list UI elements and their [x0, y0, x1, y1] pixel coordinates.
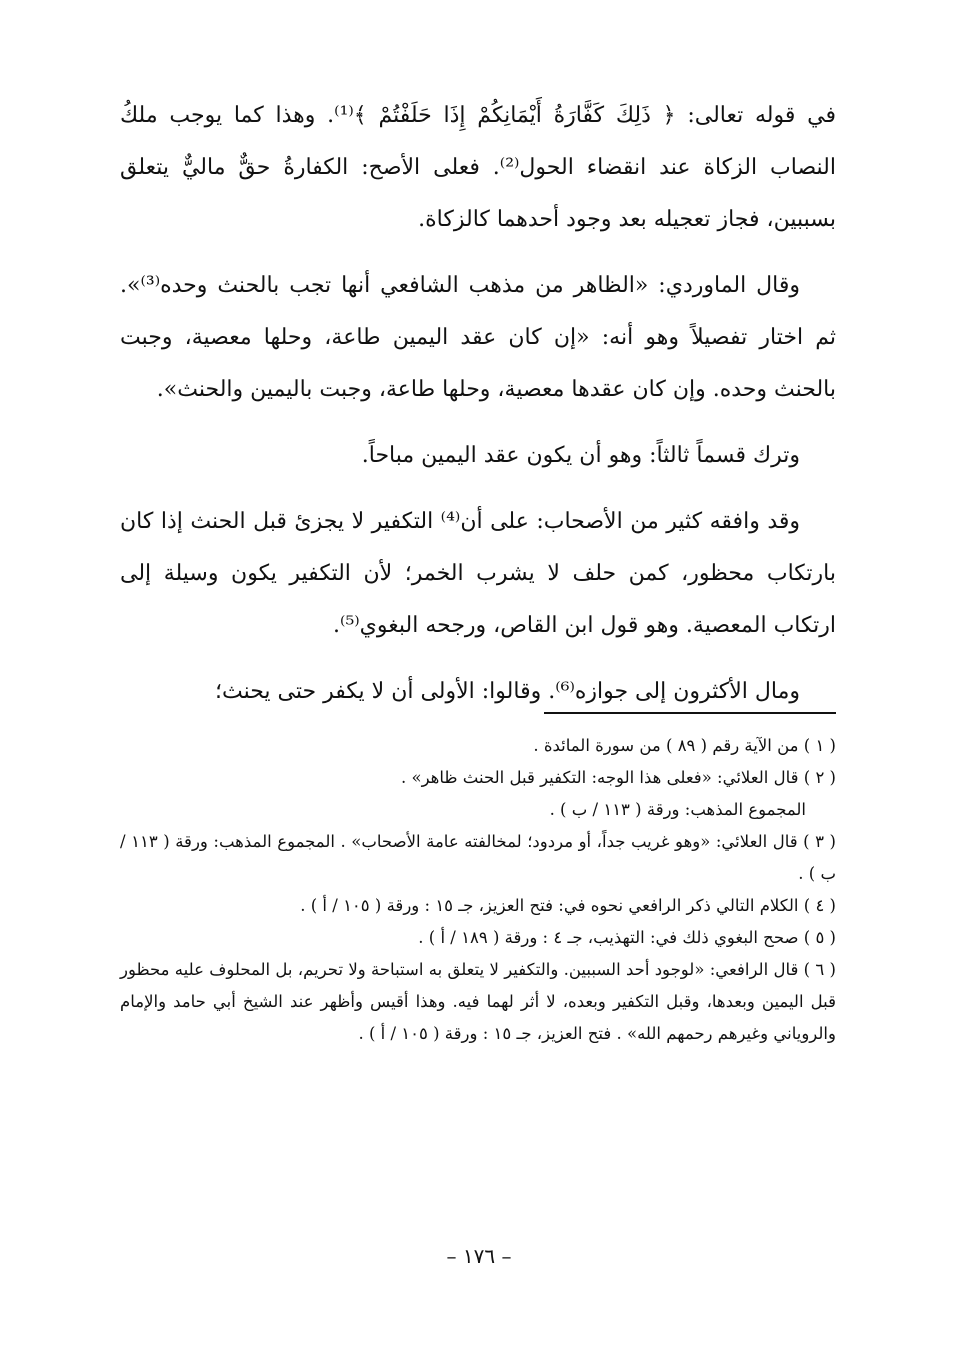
page-number: – ١٧٦ –: [446, 1244, 512, 1268]
footnote-3: ( ٣ ) قال العلائي: «وهو غريب جداً، أو مردود؛ لمخالفته عامة الأصحاب» . المجموع المذهب: ورقة ( ١١٣ / ب ) .: [120, 832, 836, 883]
paragraph-3: وترك قسماً ثالثاً: وهو أن يكون عقد اليمين مباحاً.: [361, 443, 800, 468]
footnote-6: ( ٦ ) قال الرافعي: «لوجود أحد السببين. والتكفير لا يتعلق به استباحة ولا تحريم، بل المحلوف عليه محظور قبل اليمين وبعدها، وقبل التكفير وبعده، لا أثر لهما فيه. وهذا أقيس وأظهر عند الشيخ أبي حامد والإمام والروياني وغيرهم رحمهم الله» . فتح العزيز، جـ ١٥ : ورقة ( ١٠٥ / أ ) .: [120, 960, 836, 1043]
footnote-separator: [544, 712, 836, 714]
paragraph-4: وقد وافقه كثير من الأصحاب: على أن⁽⁴⁾ التكفير لا يجزئ قبل الحنث إذا كان بارتكاب محظور، كمن حلف لا يشرب الخمر؛ لأن التكفير يكون وسيلة إلى ارتكاب المعصية. وهو قول ابن القاص، ورجحه البغوي⁽⁵⁾.: [120, 509, 836, 638]
footnote-2-continuation: المجموع المذهب: ورقة ( ١١٣ / ب ) .: [549, 800, 806, 819]
paragraph-5: ومال الأكثرون إلى جوازه⁽⁶⁾. وقالوا: الأولى أن لا يكفر حتى يحنث؛: [215, 679, 800, 704]
footnote-2: ( ٢ ) قال العلائي: «فعلى هذا الوجه: التكفير قبل الحنث ظاهر» .: [400, 768, 836, 787]
paragraph-1: في قوله تعالى: ﴿ ذَلِكَ كَفَّارَةُ أَيْمَانِكُمْ إِذَا حَلَفْتُمْ ﴾⁽¹⁾. وهذا كما يوجب ملكُ النصاب الزكاة عند انقضاء الحول⁽²⁾. فعلى الأصح: الكفارةُ حقٌّ ماليٌّ يتعلق بسببين، فجاز تعجيله بعد وجود أحدهما كالزكاة.: [120, 103, 836, 232]
footnote-5: ( ٥ ) صحح البغوي ذلك في: التهذيب، جـ ٤ : ورقة ( ١٨٩ / أ ) .: [418, 928, 836, 947]
footnotes: [120, 730, 836, 1050]
footnote-4: ( ٤ ) الكلام التالي ذكر الرافعي نحوه في: فتح العزيز، جـ ١٥ : ورقة ( ١٠٥ / أ ) .: [300, 896, 836, 915]
main-text: [120, 90, 836, 718]
footnote-1: ( ١ ) من الآية رقم ( ٨٩ ) من سورة المائدة .: [533, 736, 836, 755]
paragraph-2: وقال الماوردي: «الظاهر من مذهب الشافعي أنها تجب بالحنث وحده⁽³⁾». ثم اختار تفصيلاً وهو أنه: «إن كان عقد اليمين طاعة، وحلها معصية، وجبت بالحنث وحده. وإن كان عقدها معصية، وحلها طاعة، وجبت باليمين والحنث».: [120, 273, 836, 402]
